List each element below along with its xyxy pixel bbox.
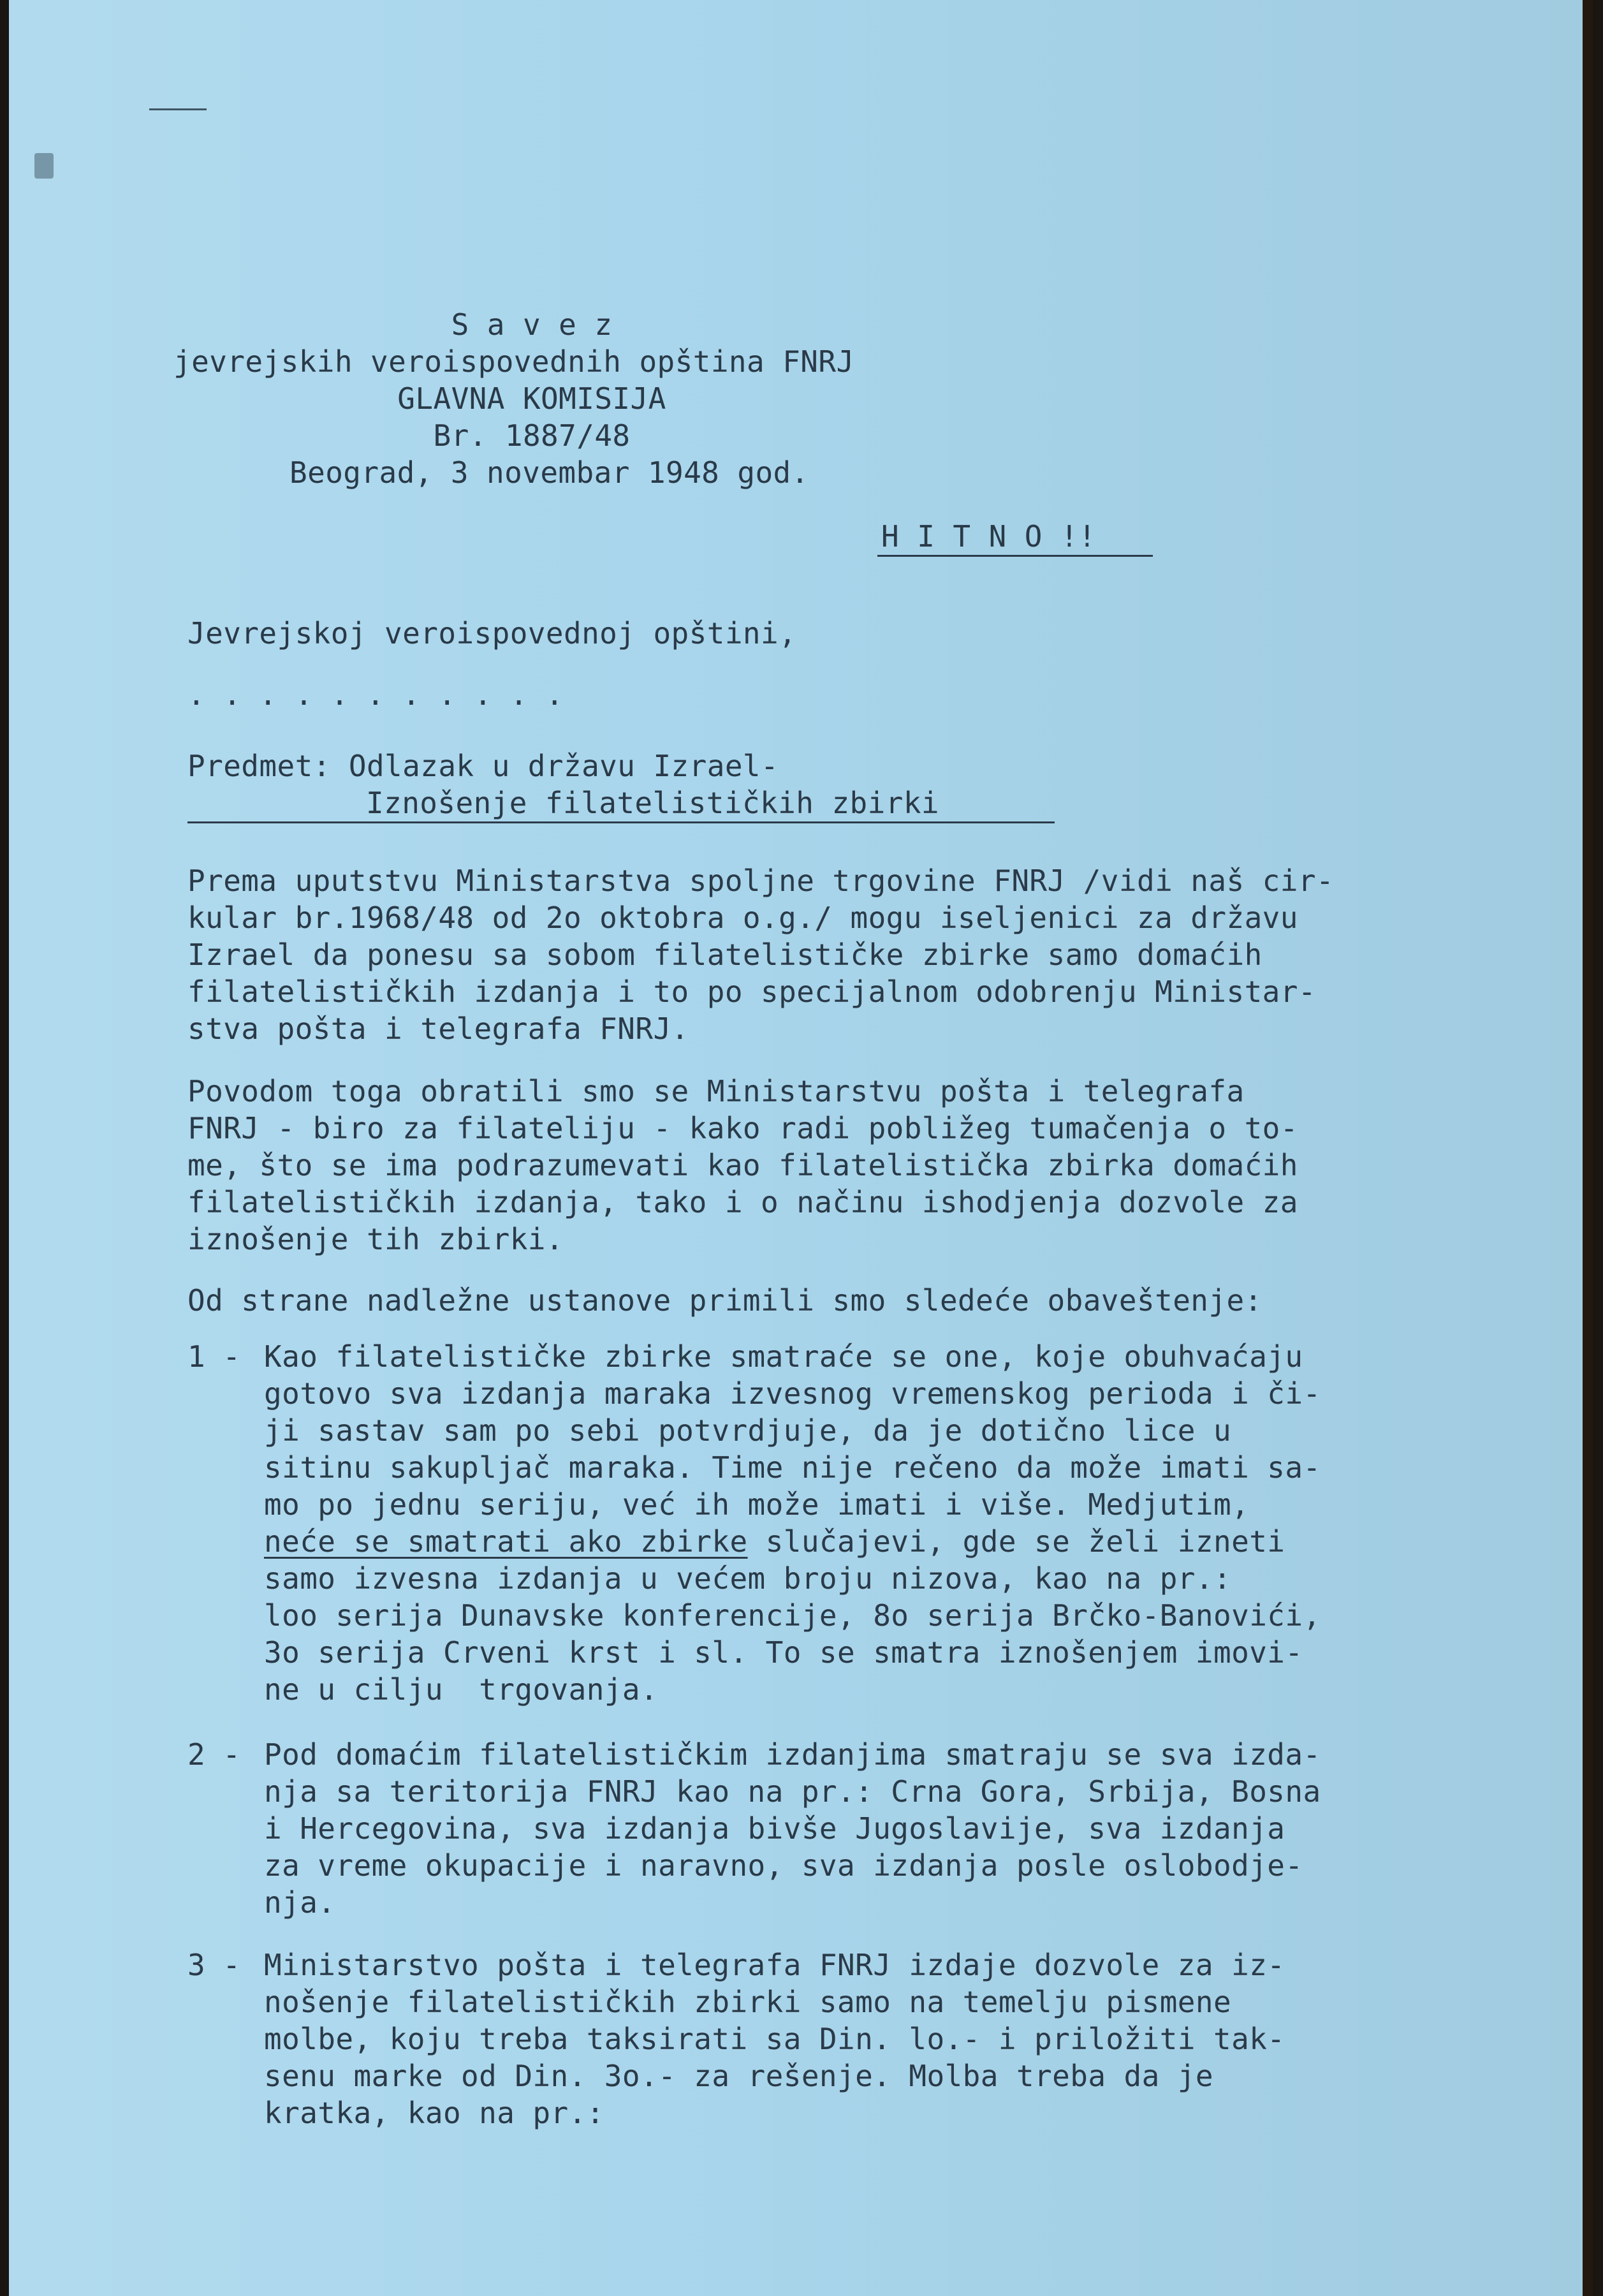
letterhead-ref-number: Br. 1887/48 [433,418,631,453]
subject-second-line: Iznošenje filatelističkih zbirki [366,786,940,820]
list-item-line: loo serija Dunavske konferencije, 8o serija Brčko-Banovići, [264,1598,1321,1633]
list-item-line: ji sastav sam po sebi potvrdjuje, da je dotično lice u [264,1413,1232,1448]
paragraph-line: kular br.1968/48 od 2o oktobra o.g./ mogu iseljenici za državu [187,901,1298,935]
paragraph-line: Izrael da ponesu sa sobom filatelističke zbirke samo domaćih [187,938,1263,972]
paragraph-line: Povodom toga obratili smo se Ministarstvu pošta i telegrafa [187,1074,1245,1108]
list-item-line: Kao filatelističke zbirke smatraće se one, koje obuhvaćaju [264,1339,1303,1374]
list-item-line: mo po jednu seriju, već ih može imati i više. Medjutim, [264,1487,1250,1522]
letterhead-org-short: S a v e z [451,307,613,342]
paragraph-line: stva pošta i telegrafa FNRJ. [187,1012,689,1046]
urgent-mark: H I T N O !! [881,519,1097,554]
subject-rule [187,821,1055,823]
emphasized-phrase: neće se smatrati ako zbirke [264,1524,748,1559]
list-item-number: 3 - [187,1948,241,1982]
list-item-line: samo izvesna izdanja u većem broju nizova, kao na pr.: [264,1561,1232,1596]
paragraph-line: iznošenje tih zbirki. [187,1222,564,1256]
paragraph-line: me, što se ima podrazumevati kao filatelistička zbirka domaćih [187,1148,1298,1182]
urgent-underline [877,555,1153,557]
list-item-line: Ministarstvo pošta i telegrafa FNRJ izdaje dozvole za iz- [264,1948,1285,1982]
paragraph-3: Od strane nadležne ustanove primili smo sledeće obaveštenje: [187,1283,1263,1318]
letterhead-place-date: Beograd, 3 novembar 1948 god. [289,455,809,490]
list-item-line: nja. [264,1885,336,1920]
document-page [9,0,1593,2296]
letterhead-org-name: jevrejskih veroispovednih opština FNRJ [173,344,854,379]
letterhead-commission: GLAVNA KOMISIJA [397,381,666,416]
list-item-line: 3o serija Crveni krst i sl. To se smatra iznošenjem imovi- [264,1635,1303,1670]
list-item-line: ne u cilju trgovanja. [264,1672,659,1707]
list-item-line: molbe, koju treba taksirati sa Din. lo.- i priložiti tak- [264,2022,1285,2056]
list-item-line: nošenje filatelističkih zbirki samo na temelju pismene [264,1985,1232,2019]
list-item-line: i Hercegovina, sva izdanja bivše Jugoslavije, sva izdanja [264,1811,1285,1846]
page-edge [1583,0,1593,2296]
paper-mark [34,153,54,179]
paragraph-line: filatelističkih izdanja, tako i o načinu ishodjenja dozvole za [187,1185,1298,1219]
pen-mark [149,108,207,110]
addressee: Jevrejskoj veroispovednoj opštini, [187,616,797,651]
paragraph-line: FNRJ - biro za filateliju - kako radi pobližeg tumačenja o to- [187,1111,1298,1145]
list-item-number: 2 - [187,1737,241,1772]
paragraph-line: filatelističkih izdanja i to po specijalnom odobrenju Ministar- [187,975,1316,1009]
list-item-line: Pod domaćim filatelističkim izdanjima smatraju se sva izda- [264,1737,1321,1772]
list-item-line: za vreme okupacije i naravno, sva izdanja posle oslobodje- [264,1848,1303,1883]
list-item-number: 1 - [187,1339,241,1374]
subject-line: Predmet: Odlazak u državu Izrael- [187,749,779,783]
list-item-line: nja sa teritorija FNRJ kao na pr.: Crna Gora, Srbija, Bosna [264,1774,1321,1809]
list-item-line: senu marke od Din. 3o.- za rešenje. Molba treba da je [264,2059,1213,2093]
addressee-placeholder-dots: . . . . . . . . . . . [187,677,564,712]
paragraph-line: Prema uputstvu Ministarstva spoljne trgovine FNRJ /vidi naš cir- [187,864,1335,898]
phrase-continuation: slučajevi, gde se želi izneti [747,1524,1285,1559]
list-item-line-with-emphasis [264,1523,1285,1560]
list-item-line: kratka, kao na pr.: [264,2096,604,2130]
list-item-line: gotovo sva izdanja maraka izvesnog vremenskog perioda i či- [264,1376,1321,1411]
list-item-line: sitinu sakupljač maraka. Time nije rečeno da može imati sa- [264,1450,1321,1485]
